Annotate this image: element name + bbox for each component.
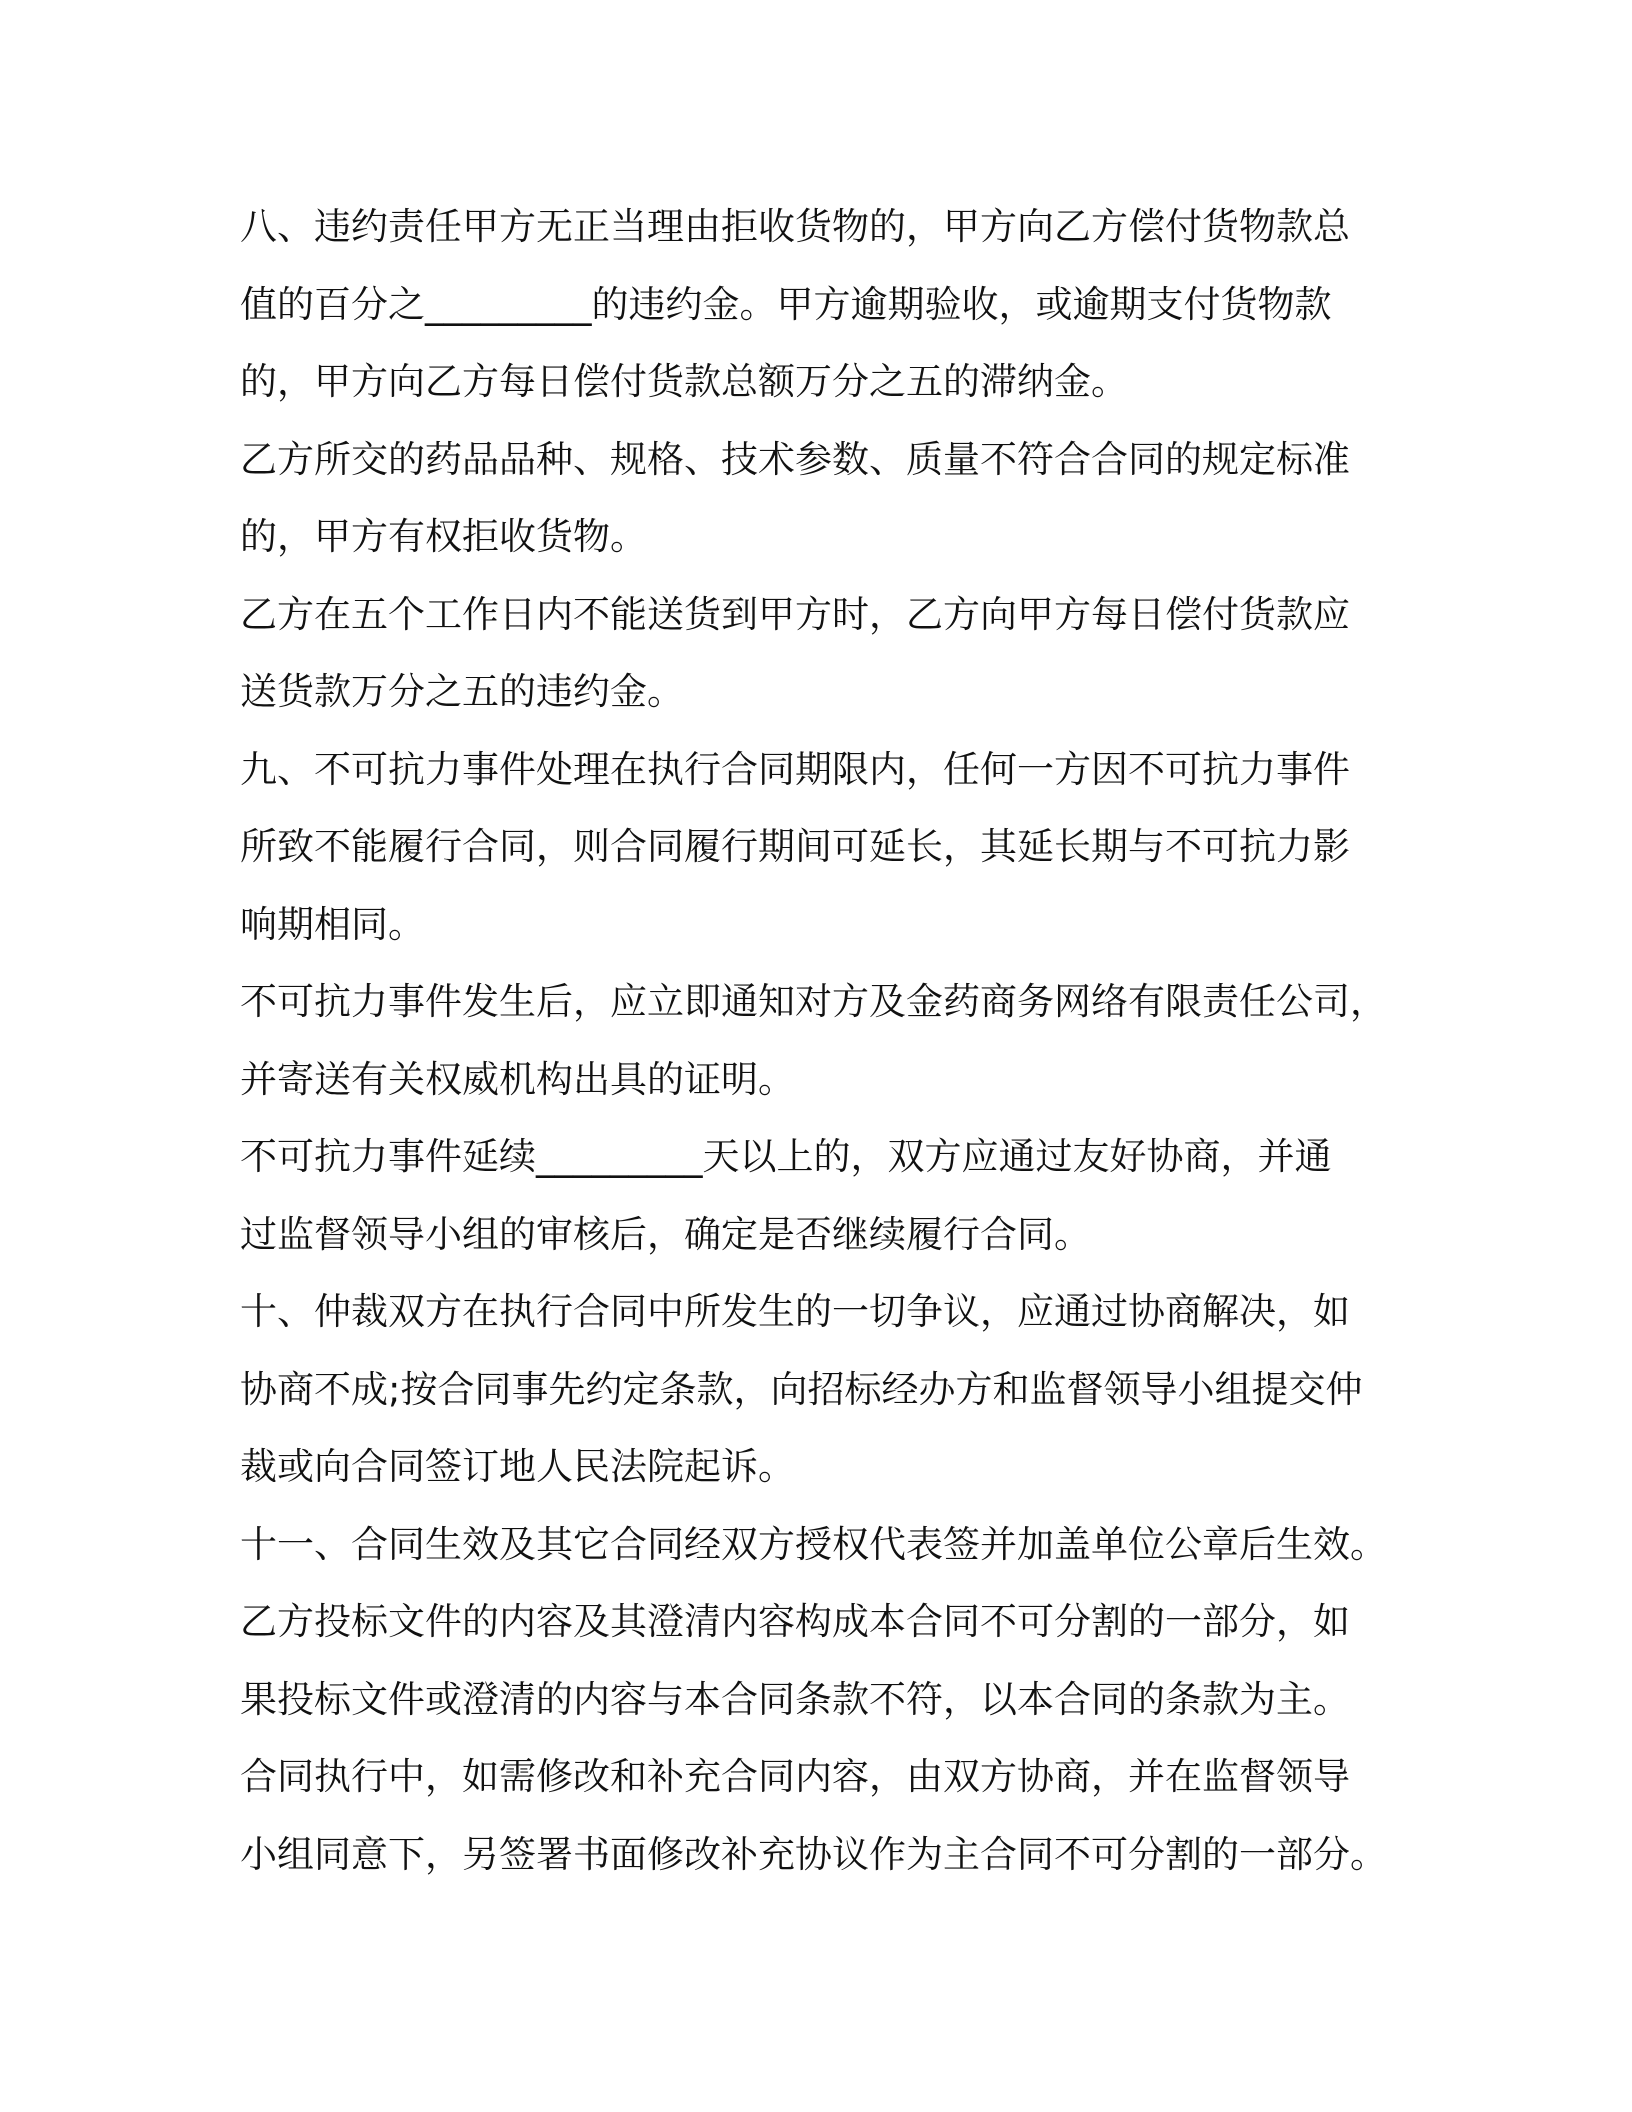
text-line: 过监督领导小组的审核后，确定是否继续履行合同。 [240,1212,1091,1256]
text-line: 不可抗力事件延续_________天以上的，双方应通过友好协商，并通 [240,1135,1332,1178]
text-line: 的，甲方有权拒收货物。 [240,515,647,558]
text-line: 响期相同。 [240,902,425,946]
text-line: 的，甲方向乙方每日偿付货款总额万分之五的滞纳金。 [240,360,1128,403]
text-line: 乙方投标文件的内容及其澄清内容构成本合同不可分割的一部分，如 [240,1600,1350,1643]
text-line: 乙方所交的药品品种、规格、技术参数、质量不符合合同的规定标准 [240,437,1350,481]
text-line: 小组同意下，另签署书面修改补充协议作为主合同不可分割的一部分。 [240,1832,1387,1876]
text-line: 十一、合同生效及其它合同经双方授权代表签并加盖单位公章后生效。 [240,1522,1387,1566]
text-line: 送货款万分之五的违约金。 [240,670,684,713]
text-line: 九、不可抗力事件处理在执行合同期限内，任何一方因不可抗力事件 [240,747,1350,791]
text-line: 十、仲裁双方在执行合同中所发生的一切争议，应通过协商解决，如 [240,1290,1350,1333]
text-line: 不可抗力事件发生后，应立即通知对方及金药商务网络有限责任公司， [240,980,1387,1023]
text-line: 乙方在五个工作日内不能送货到甲方时，乙方向甲方每日偿付货款应 [240,592,1350,636]
text-line: 八、违约责任甲方无正当理由拒收货物的，甲方向乙方偿付货物款总 [240,205,1350,248]
text-line: 协商不成;按合同事先约定条款，向招标经办方和监督领导小组提交仲 [240,1367,1363,1411]
text-line: 果投标文件或澄清的内容与本合同条款不符，以本合同的条款为主。 [240,1677,1350,1721]
text-line: 值的百分之_________的违约金。甲方逾期验收，或逾期支付货物款 [240,282,1332,326]
contract-text-body [240,188,1400,1893]
text-line: 所致不能履行合同，则合同履行期间可延长，其延长期与不可抗力影 [240,825,1350,868]
text-line: 并寄送有关权威机构出具的证明。 [240,1057,795,1101]
text-line: 裁或向合同签订地人民法院起诉。 [240,1445,795,1488]
text-line: 合同执行中，如需修改和补充合同内容，由双方协商，并在监督领导 [240,1755,1350,1798]
